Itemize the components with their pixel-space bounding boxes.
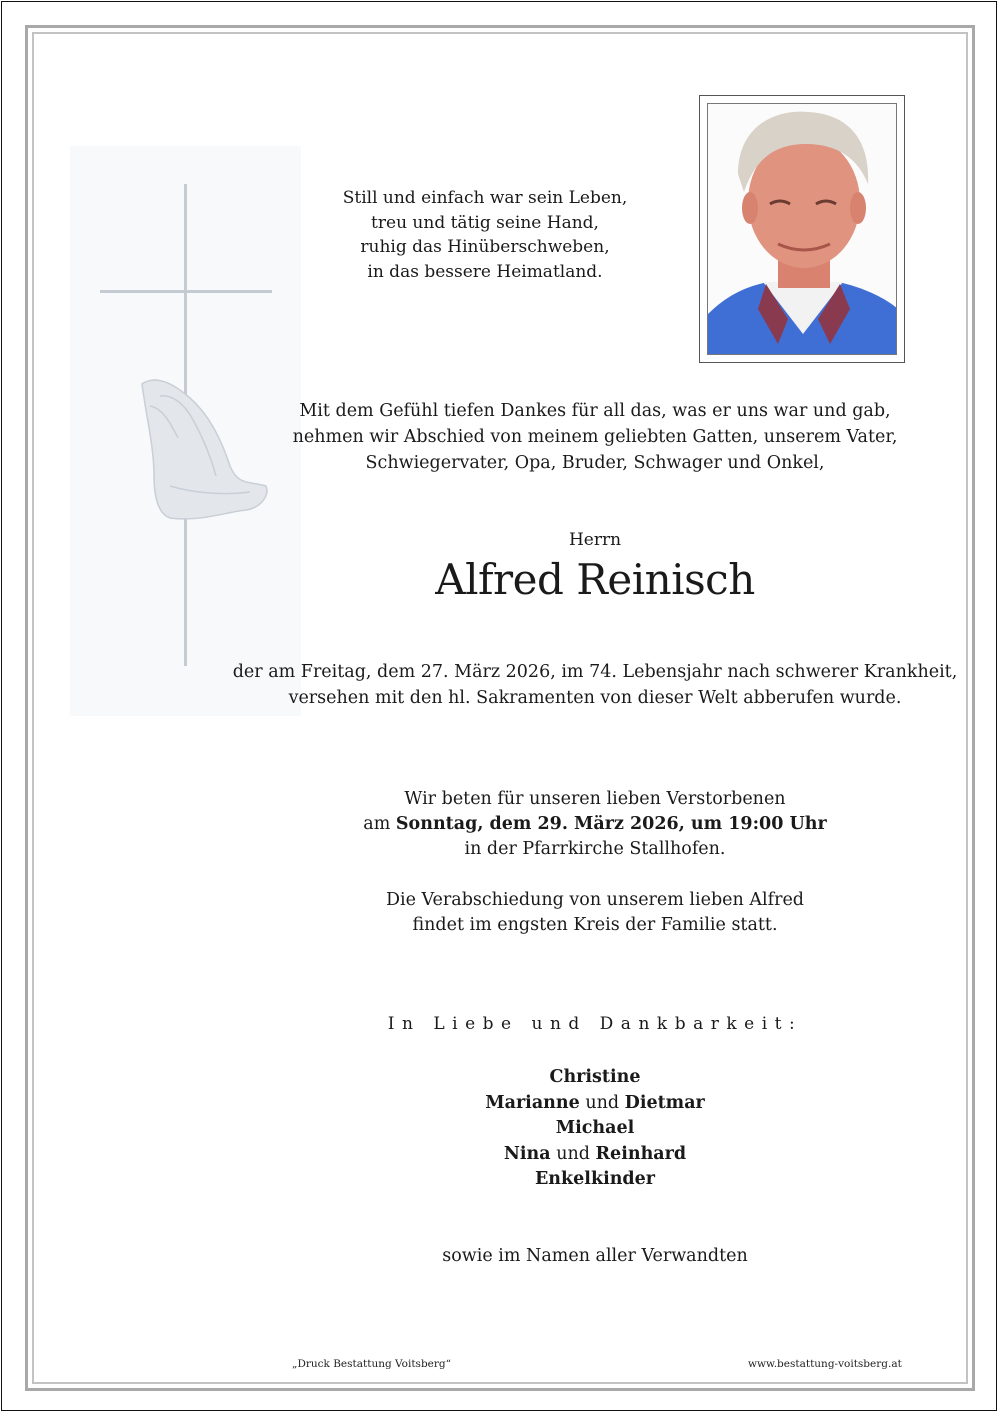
poem-line: ruhig das Hinüberschweben, xyxy=(360,237,610,257)
poem-line: in das bessere Heimatland. xyxy=(367,261,603,282)
family-member xyxy=(400,1116,790,1142)
family-member xyxy=(400,1065,790,1091)
family-name: Nina xyxy=(503,1143,551,1164)
death-notice-line: der am Freitag, dem 27. März 2026, im 74. Lebensjahr nach schwerer Krankheit, xyxy=(232,662,958,682)
family-member xyxy=(400,1167,790,1193)
love-line: In Liebe und Dankbarkeit: xyxy=(387,1014,803,1034)
family-name: Marianne xyxy=(485,1092,580,1113)
farewell-line: Die Verabschiedung von unserem lieben Alfred xyxy=(385,890,805,910)
family-conjunction: und xyxy=(556,1143,590,1164)
family-member xyxy=(400,1091,790,1117)
family-list xyxy=(400,1065,790,1193)
prayer-date-line xyxy=(320,812,870,837)
praying-hands-icon xyxy=(142,380,267,519)
farewell-info xyxy=(320,888,870,938)
salutation: Herrn xyxy=(568,530,622,550)
intro-line: Mit dem Gefühl tiefen Dankes für all das, was er uns war und gab, xyxy=(299,401,891,421)
family-name: Dietmar xyxy=(624,1092,705,1113)
poem-line: Still und einfach war sein Leben, xyxy=(342,188,628,208)
portrait-photo xyxy=(707,103,897,355)
death-notice xyxy=(230,659,960,711)
family-name: Michael xyxy=(555,1118,635,1138)
family-conjunction: und xyxy=(585,1092,620,1113)
family-member xyxy=(400,1142,790,1168)
poem xyxy=(315,186,655,284)
intro-line: nehmen wir Abschied von meinem geliebten Gatten, unserem Vater, xyxy=(292,427,898,447)
intro-text xyxy=(250,398,940,476)
family-name: Enkelkinder xyxy=(534,1169,656,1189)
poem-line: treu und tätig seine Hand, xyxy=(371,212,599,233)
family-name: Reinhard xyxy=(595,1143,687,1164)
prayer-prefix: am xyxy=(363,814,391,834)
prayer-line: Wir beten für unseren lieben Verstorbenen xyxy=(404,789,786,809)
prayer-date: Sonntag, dem 29. März 2026, um 19:00 Uhr xyxy=(395,814,827,834)
footer-website: www.bestattung-voitsberg.at xyxy=(748,1358,902,1370)
prayer-info xyxy=(320,787,870,862)
intro-line: Schwiegervater, Opa, Bruder, Schwager und Onkel, xyxy=(365,453,825,473)
family-name: Christine xyxy=(549,1067,641,1087)
farewell-line: findet im engsten Kreis der Familie statt. xyxy=(412,915,778,935)
deceased-name: Alfred Reinisch xyxy=(435,555,755,604)
relatives-line: sowie im Namen aller Verwandten xyxy=(442,1246,748,1266)
footer-printer: „Druck Bestattung Voitsberg“ xyxy=(292,1358,451,1370)
death-notice-line: versehen mit den hl. Sakramenten von dieser Welt abberufen wurde. xyxy=(288,688,902,708)
prayer-location: in der Pfarrkirche Stallhofen. xyxy=(464,839,726,859)
